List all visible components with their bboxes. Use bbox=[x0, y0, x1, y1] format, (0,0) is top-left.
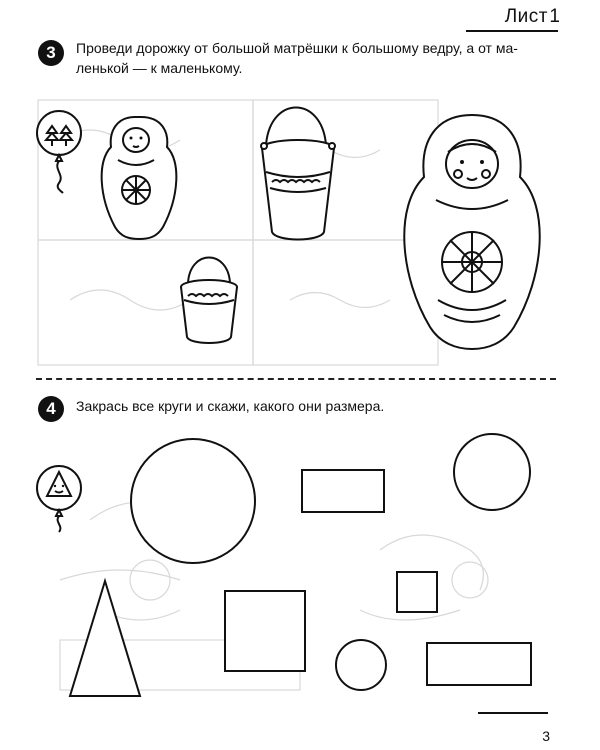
task-3-number: 3 bbox=[38, 40, 64, 66]
triangle bbox=[70, 581, 140, 696]
triangle-face-balloon-icon bbox=[37, 466, 81, 532]
sheet-label-text: Лист bbox=[504, 6, 548, 27]
page-number-underline bbox=[478, 712, 548, 714]
sheet-number: 1 bbox=[549, 6, 560, 27]
large-circle bbox=[131, 439, 255, 563]
task-4-number: 4 bbox=[38, 396, 64, 422]
small-bucket bbox=[181, 258, 237, 344]
background-grid bbox=[38, 100, 438, 365]
big-matryoshka bbox=[404, 115, 539, 349]
small-circle bbox=[336, 640, 386, 690]
tree-balloon-icon bbox=[37, 111, 81, 193]
small-matryoshka bbox=[102, 117, 177, 239]
task-3-text-line1: Проведи дорожку от большой матрёшки к большому ведру, а от ма- bbox=[76, 40, 518, 56]
small-square bbox=[397, 572, 437, 612]
task-4-text: Закрась все круги и скажи, какого они размера. bbox=[76, 398, 385, 414]
task-4-illustration bbox=[0, 380, 600, 710]
big-bucket bbox=[261, 108, 335, 240]
rectangle-bottom bbox=[427, 643, 531, 685]
medium-circle bbox=[454, 434, 530, 510]
rectangle-top bbox=[302, 470, 384, 512]
task-3-text-line2: ленькой — к маленькому. bbox=[76, 60, 243, 76]
large-square bbox=[225, 591, 305, 671]
page-number: 3 bbox=[542, 728, 550, 744]
